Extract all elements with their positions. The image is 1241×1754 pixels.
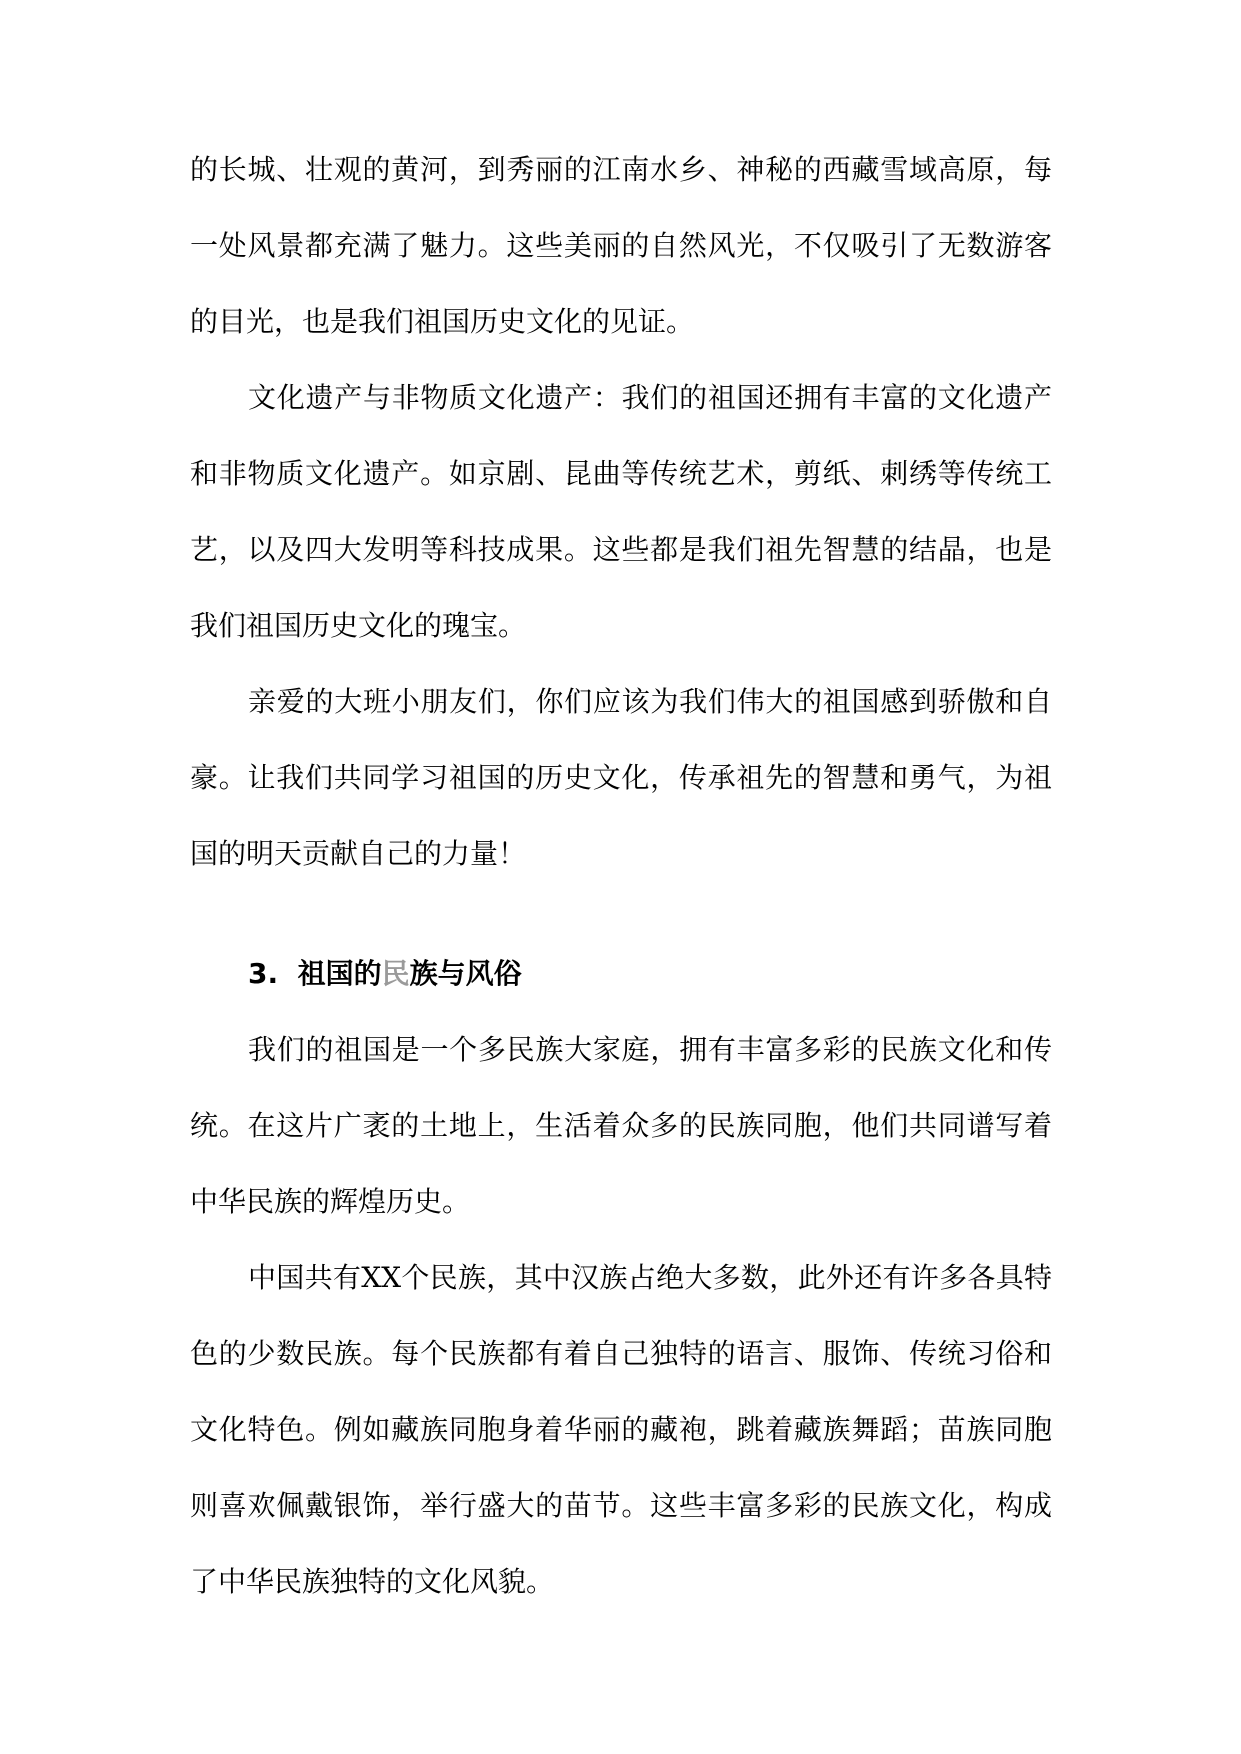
document-body	[190, 132, 1052, 1620]
section-title-start: 祖国的	[297, 957, 382, 990]
paragraph-address-children: 亲爱的大班小朋友们，你们应该为我们伟大的祖国感到骄傲和自豪。让我们共同学习祖国的历史文化，传承祖先的智慧和勇气，为祖国的明天贡献自己的力量！	[190, 685, 1052, 870]
paragraph-continuation: 的长城、壮观的黄河，到秀丽的江南水乡、神秘的西藏雪域高原，每一处风景都充满了魅力。这些美丽的自然风光，不仅吸引了无数游客的目光，也是我们祖国历史文化的见证。	[190, 153, 1052, 338]
section-number: 3.	[248, 957, 279, 990]
section-title-end: 族与风俗	[409, 957, 522, 990]
section-title-highlight: 民	[381, 957, 410, 990]
paragraph-cultural-heritage: 文化遗产与非物质文化遗产：我们的祖国还拥有丰富的文化遗产和非物质文化遗产。如京剧、昆曲等传统艺术，剪纸、刺绣等传统工艺，以及四大发明等科技成果。这些都是我们祖先智慧的结晶，也是我们祖国历史文化的瑰宝。	[190, 381, 1052, 642]
paragraph-multi-ethnic: 我们的祖国是一个多民族大家庭，拥有丰富多彩的民族文化和传统。在这片广袤的土地上，生活着众多的民族同胞，他们共同谱写着中华民族的辉煌历史。	[190, 1033, 1052, 1218]
paragraph-ethnic-groups: 中国共有XX个民族，其中汉族占绝大多数，此外还有许多各具特色的少数民族。每个民族都有着自己独特的语言、服饰、传统习俗和文化特色。例如藏族同胞身着华丽的藏袍，跳着藏族舞蹈；苗族同胞则喜欢佩戴银饰，举行盛大的苗节。这些丰富多彩的民族文化，构成了中华民族独特的文化风貌。	[190, 1261, 1052, 1598]
section-heading	[190, 936, 1052, 1012]
